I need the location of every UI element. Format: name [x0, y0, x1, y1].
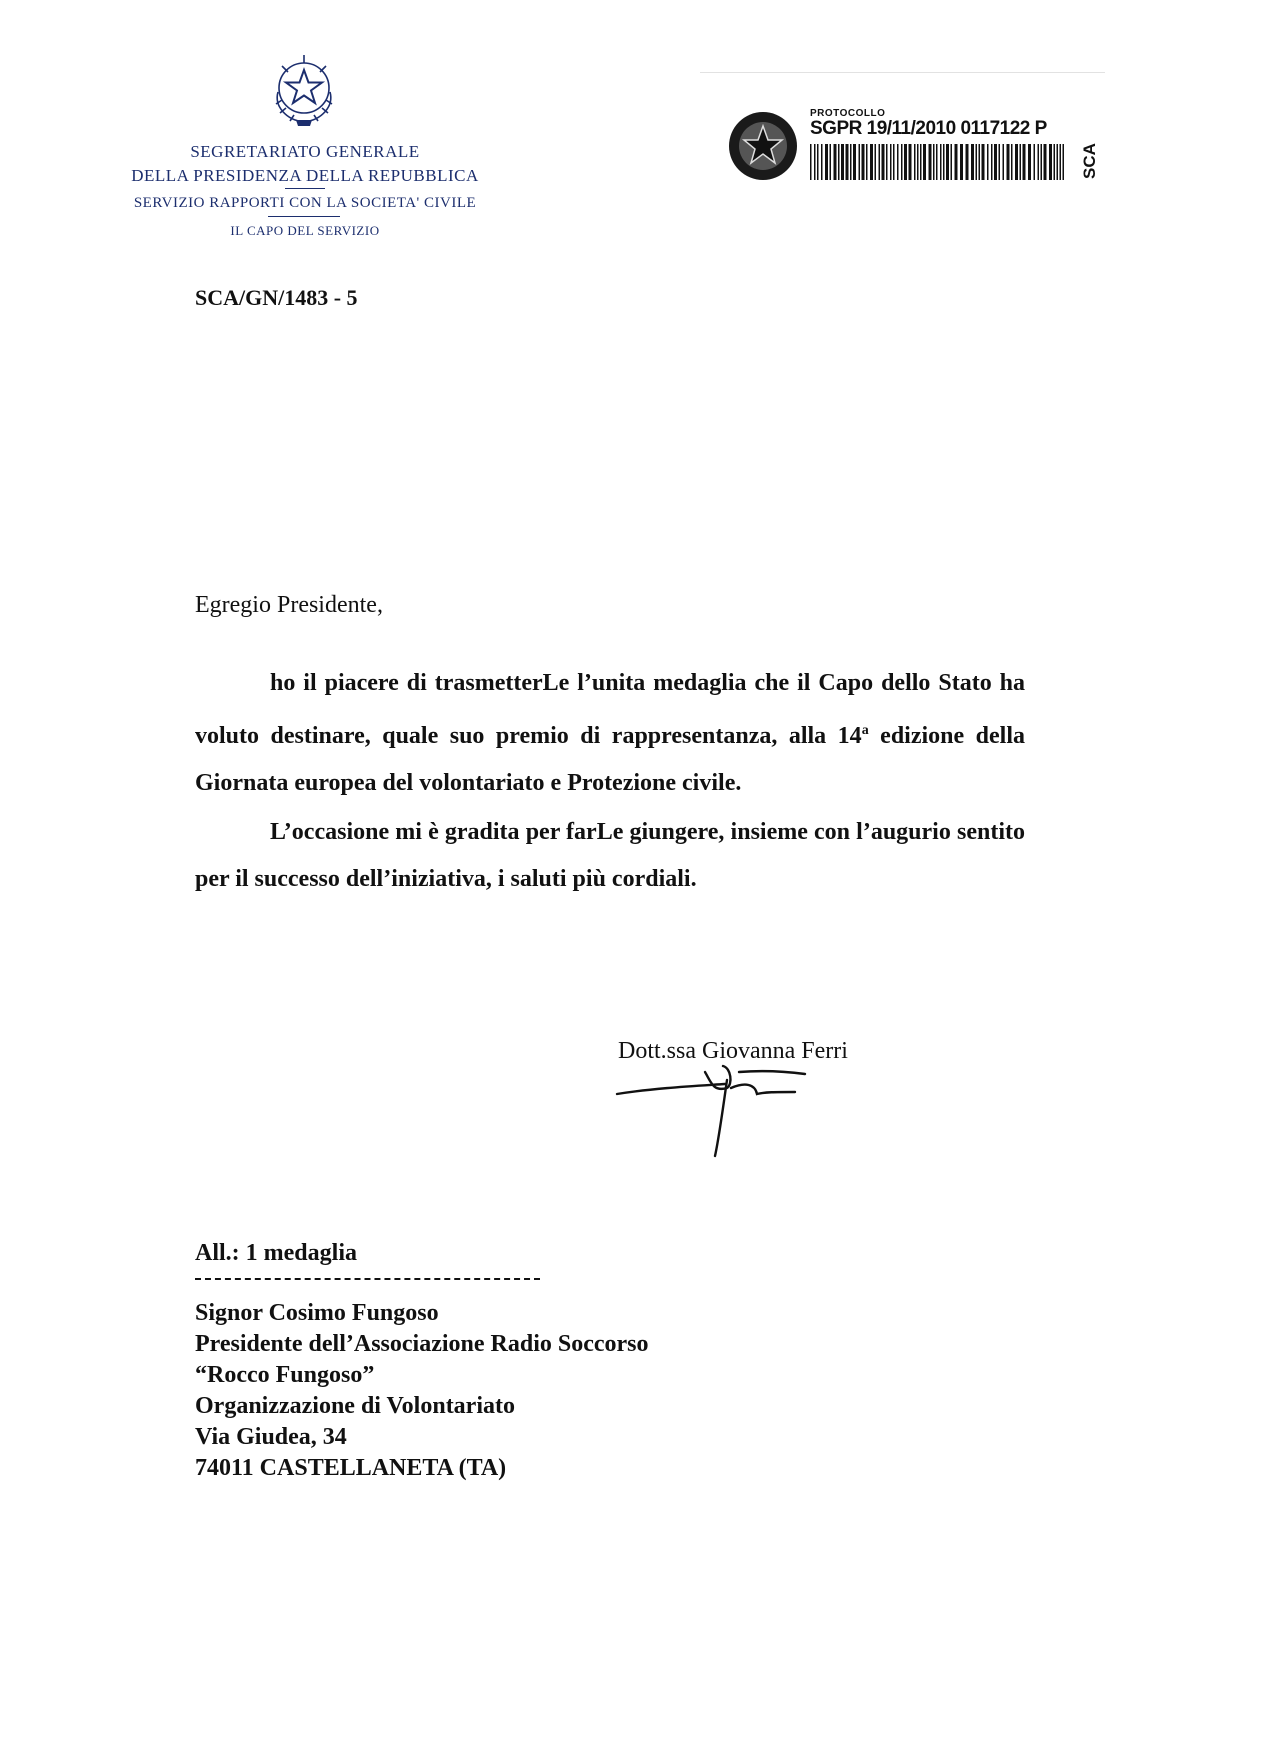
barcode-bar — [951, 144, 953, 180]
letter-body — [195, 660, 1025, 905]
barcode-bar — [879, 144, 881, 180]
barcode-bar — [846, 144, 849, 180]
barcode-bar — [901, 144, 903, 180]
barcode-bar — [890, 144, 892, 180]
barcode-bar — [940, 144, 942, 180]
reference-number: SCA/GN/1483 - 5 — [195, 285, 358, 310]
italian-republic-emblem-icon — [726, 109, 800, 183]
barcode-bar — [991, 144, 993, 180]
barcode-bar — [853, 144, 856, 180]
address-line: “Rocco Fungoso” — [195, 1362, 375, 1388]
barcode-bar — [1038, 144, 1040, 180]
barcode-bar — [966, 144, 969, 180]
barcode-bar — [955, 144, 958, 180]
barcode-bar — [936, 144, 938, 180]
barcode-bar — [923, 144, 926, 180]
barcode-bar — [821, 144, 823, 180]
barcode-bar — [834, 144, 837, 180]
barcode-bar — [882, 144, 885, 180]
barcode-bar — [994, 144, 997, 180]
paragraph-2: L’occasione mi è gradita per farLe giungere, insieme con l’augurio sentito per il successo dell’iniziativa, i saluti più cordiali. — [195, 819, 1025, 892]
address-line: Via Giudea, 34 — [195, 1424, 347, 1450]
barcode-bar — [976, 144, 978, 180]
barcode-bar — [825, 144, 828, 180]
barcode-bar — [1054, 144, 1056, 180]
address-line: Presidente dell’Associazione Radio Soccorso — [195, 1331, 649, 1357]
italian-republic-emblem-icon — [268, 52, 340, 128]
barcode-bar — [866, 144, 868, 180]
barcode-bar — [987, 144, 989, 180]
protocol-stamp — [700, 72, 1105, 203]
protocol-code: SGPR 19/11/2010 0117122 P — [810, 118, 1047, 139]
barcode-bar — [982, 144, 985, 180]
barcode-bar — [841, 144, 844, 180]
barcode-bar — [850, 144, 852, 180]
barcode-bar — [909, 144, 912, 180]
barcode-bar — [1028, 144, 1031, 180]
barcode-bar — [1044, 144, 1047, 180]
attachment-note: All.: 1 medaglia — [195, 1240, 357, 1266]
barcode-bar — [1003, 144, 1005, 180]
address-line: Signor Cosimo Fungoso — [195, 1300, 439, 1326]
barcode-bar — [1049, 144, 1052, 180]
barcode-bar — [859, 144, 861, 180]
barcode-bar — [814, 144, 816, 180]
salutation: Egregio Presidente, — [195, 592, 383, 618]
barcode-bar — [830, 144, 832, 180]
barcode-bar — [870, 144, 873, 180]
recipient-address — [195, 1298, 649, 1484]
header-divider — [268, 216, 340, 217]
barcode-bar — [920, 144, 922, 180]
dashed-separator — [195, 1278, 540, 1280]
barcode-bar — [1057, 144, 1059, 180]
barcode-bar — [897, 144, 899, 180]
barcode-bar — [817, 144, 819, 180]
barcode-bar — [886, 144, 888, 180]
barcode-bar — [946, 144, 949, 180]
protocol-label: PROTOCOLLO — [810, 108, 886, 119]
header-divider — [285, 188, 325, 189]
barcode-bar — [960, 144, 963, 180]
barcode-bar — [904, 144, 907, 180]
barcode-bar — [1023, 144, 1026, 180]
barcode-bar — [933, 144, 935, 180]
barcode-bar — [875, 144, 877, 180]
header-line-2: DELLA PRESIDENZA DELLA REPUBBLICA — [131, 166, 479, 185]
barcode-icon — [810, 144, 1065, 180]
barcode-bar — [1020, 144, 1022, 180]
paragraph-1: ho il piacere di trasmetterLe l’unita medaglia che il Capo dello Stato ha voluto destinare, quale suo premio di rappresentanza, alla 14$^a$ edizione della Giornata europea del volontariato e Protezione civile. — [195, 670, 1026, 796]
address-line: Organizzazione di Volontariato — [195, 1393, 515, 1419]
barcode-bar — [1011, 144, 1013, 180]
barcode-bar — [862, 144, 865, 180]
barcode-bar — [929, 144, 932, 180]
barcode-bar — [1041, 144, 1043, 180]
barcode-bar — [943, 144, 945, 180]
barcode-bar — [1007, 144, 1010, 180]
barcode-bar — [810, 144, 812, 180]
barcode-bar — [1060, 144, 1062, 180]
barcode-bar — [914, 144, 916, 180]
barcode-bar — [893, 144, 895, 180]
handwritten-signature-icon — [615, 1058, 815, 1158]
barcode-bar — [999, 144, 1001, 180]
barcode-bar — [1015, 144, 1018, 180]
barcode-bar — [1063, 144, 1065, 180]
barcode-bar — [838, 144, 840, 180]
address-line: 74011 CASTELLANETA (TA) — [195, 1455, 507, 1481]
barcode-bar — [917, 144, 919, 180]
header-line-4: IL CAPO DEL SERVIZIO — [230, 223, 380, 238]
protocol-side-text: SCA — [1080, 143, 1099, 179]
signer-name: Dott.ssa Giovanna Ferri — [618, 1038, 848, 1064]
header-line-1: SEGRETARIATO GENERALE — [190, 142, 420, 161]
header-line-3: SERVIZIO RAPPORTI CON LA SOCIETA' CIVILE — [133, 195, 477, 211]
barcode-bar — [971, 144, 974, 180]
barcode-bar — [979, 144, 981, 180]
barcode-bar — [1034, 144, 1036, 180]
